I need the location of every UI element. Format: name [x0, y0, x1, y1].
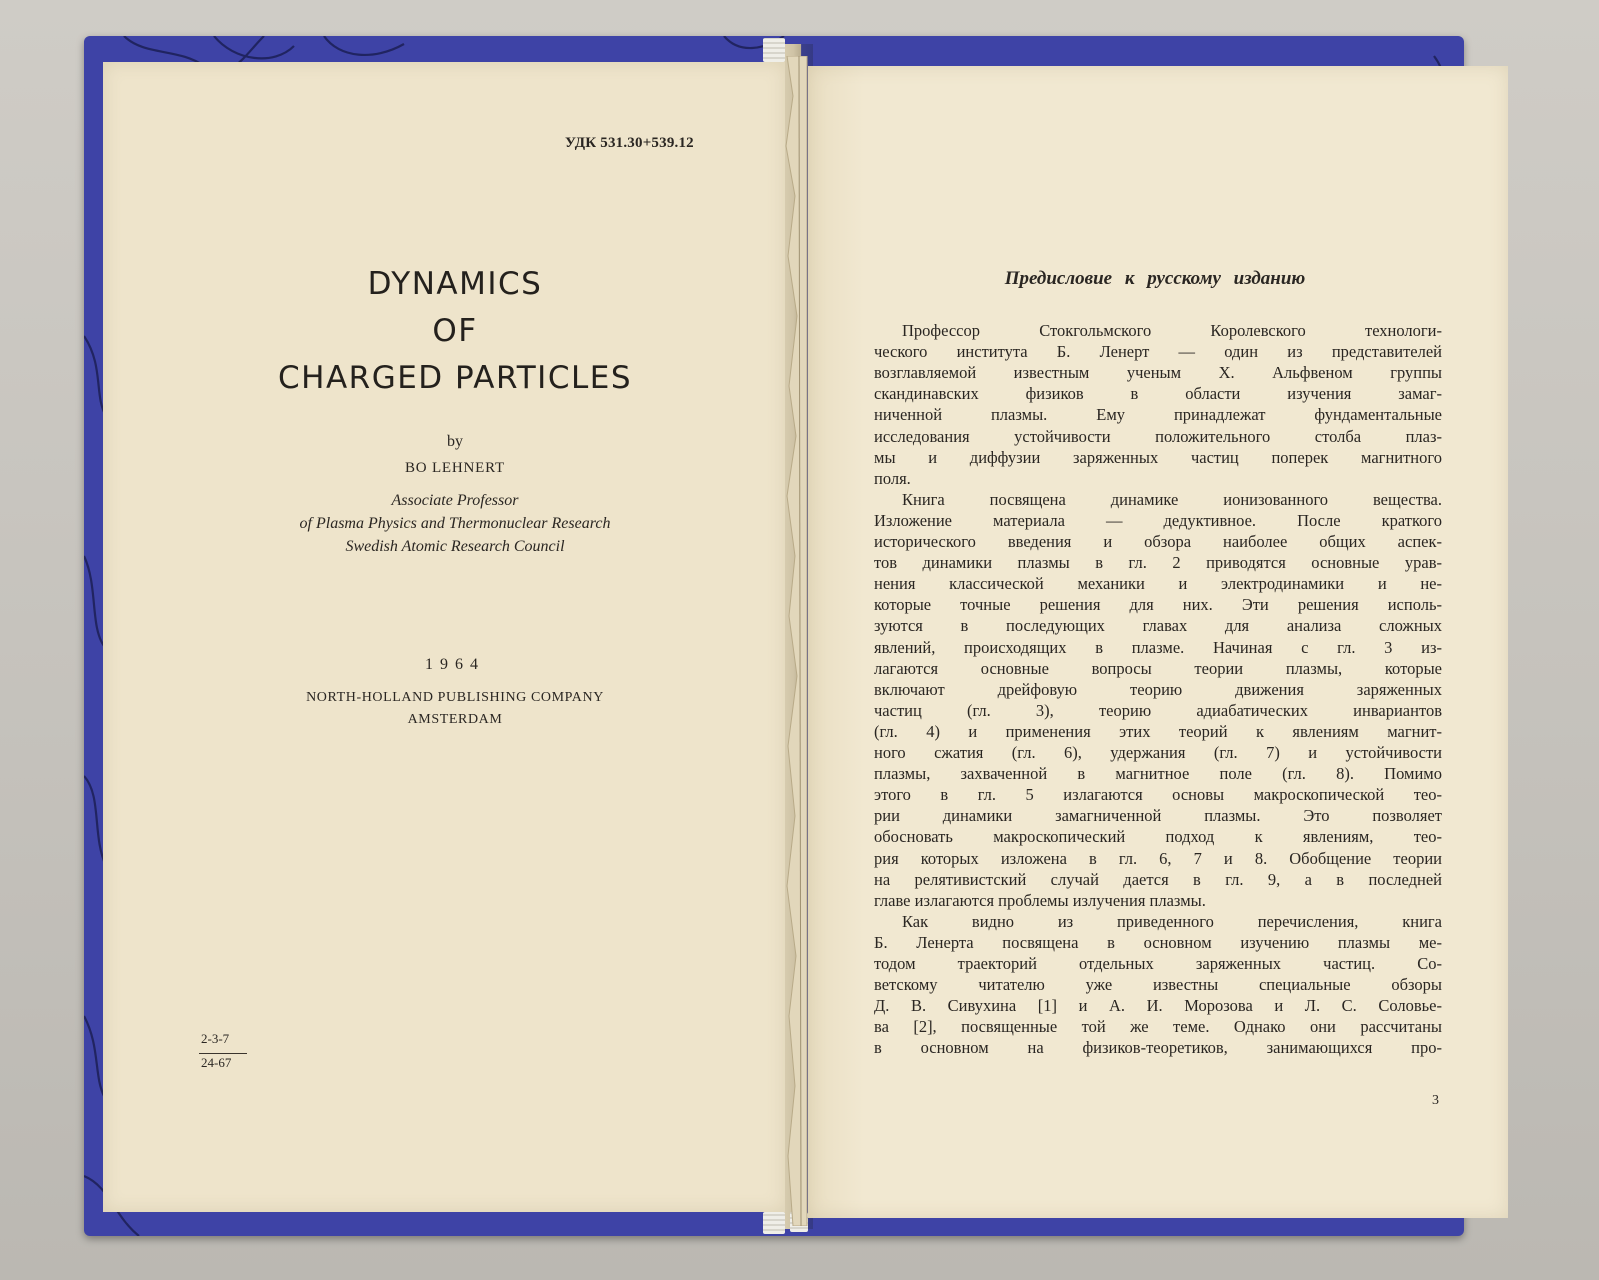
preface-line: зуются в последующих главах для анализа сложных	[874, 616, 1442, 636]
preface-line: Профессор Стокгольмского Королевского технологи-	[902, 321, 1442, 340]
preface-line: мы и диффузии заряженных частиц поперек магнитного	[874, 447, 1442, 467]
preface-line: тов динамики плазмы в гл. 2 приводятся основные урав-	[874, 553, 1442, 573]
preface-line: Д. В. Сивухина [1] и А. И. Морозова и Л. С. Соловье-	[874, 996, 1442, 1016]
publisher-city: AMSTERDAM	[407, 712, 503, 727]
preface-line: плазмы, захваченной в магнитное поле (гл. 8). Помимо	[874, 764, 1442, 784]
preface-line: в основном на физиков-теоретиков, занимающихся про-	[874, 1038, 1442, 1058]
preface-line: нения классической механики и электродинамики и не-	[874, 574, 1442, 594]
book-title-line-3: CHARGED PARTICLES	[278, 360, 632, 396]
preface-line: этого в гл. 5 излагаются основы макроскопической тео-	[874, 785, 1442, 805]
publisher: NORTH-HOLLAND PUBLISHING COMPANY	[306, 690, 604, 705]
preface-line: явлений, происходящих в плазме. Начиная с гл. 3 из-	[874, 637, 1442, 657]
affiliation-line-3: Swedish Atomic Research Council	[345, 538, 565, 555]
catalog-code-top: 2-3-7	[201, 1031, 230, 1046]
torn-binding-edge	[783, 56, 811, 1226]
udk-code: УДК 531.30+539.12	[565, 135, 694, 151]
preface-line: поля.	[874, 468, 911, 488]
catalog-code-divider	[199, 1053, 247, 1054]
preface-line: исторического введения и обзора наиболее общих аспек-	[874, 532, 1442, 551]
book-title-line-1: DYNAMICS	[367, 266, 543, 302]
preface-line: ва [2], посвященные той же теме. Однако они рассчитаны	[874, 1017, 1442, 1037]
preface-line: Изложение материала — дедуктивное. После краткого	[874, 510, 1442, 530]
preface-line: ческого института Б. Ленерт — один из представителей	[874, 342, 1442, 362]
preface-line: ниченной плазмы. Ему принадлежат фундаментальные	[874, 405, 1442, 425]
preface-line: тодом траекторий отдельных заряженных частиц. Со-	[874, 954, 1442, 973]
preface-line: скандинавских физиков в области изучения замаг-	[874, 384, 1442, 404]
preface-line: на релятивистский случай дается в гл. 9, а в последней	[874, 869, 1442, 889]
preface-line: ного сжатия (гл. 6), удержания (гл. 7) и устойчивости	[874, 743, 1442, 762]
preface-line: главе излагаются проблемы излучения плазмы.	[874, 890, 1206, 910]
affiliation-line-2: of Plasma Physics and Thermonuclear Research	[299, 515, 611, 532]
catalog-code-bottom: 24-67	[201, 1055, 232, 1070]
publication-year: 1964	[425, 656, 485, 673]
preface-line: Б. Ленерта посвящена в основном изучению плазмы ме-	[874, 932, 1442, 952]
preface-line: Книга посвящена динамике ионизованного вещества.	[902, 489, 1442, 509]
preface-line: рии динамики замагниченной плазмы. Это позволяет	[874, 806, 1442, 826]
preface-line: возглавляемой известным ученым Х. Альфвеном группы	[874, 363, 1442, 383]
preface-line: которые точные решения для них. Эти решения исполь-	[874, 595, 1442, 615]
preface-line: включают дрейфовую теорию движения заряженных	[874, 679, 1442, 699]
preface-line: рия которых изложена в гл. 6, 7 и 8. Обобщение теории	[874, 848, 1442, 868]
page-number: 3	[1432, 1093, 1439, 1108]
preface-line: Как видно из приведенного перечисления, книга	[902, 911, 1442, 931]
book-title-line-2: OF	[432, 313, 478, 349]
by-line: by	[447, 433, 463, 450]
author-name: BO LEHNERT	[404, 460, 505, 476]
preface-line: обосновать макроскопический подход к явлениям, тео-	[874, 827, 1442, 847]
preface-line: лагаются основные вопросы теории плазмы, которые	[874, 658, 1442, 678]
preface-heading: Предисловие к русскому изданию	[1004, 268, 1306, 289]
preface-line: частиц (гл. 3), теорию адиабатических инвариантов	[874, 700, 1442, 720]
headband-top	[763, 38, 785, 62]
preface-line: ветскому читателю уже известны специальные обзоры	[874, 975, 1442, 995]
headband-bottom	[763, 1212, 785, 1234]
preface-line: (гл. 4) и применения этих теорий к явлениям магнит-	[874, 721, 1442, 741]
affiliation-line-1: Associate Professor	[391, 492, 519, 509]
preface-line: исследования устойчивости положительного столба плаз-	[874, 426, 1442, 446]
